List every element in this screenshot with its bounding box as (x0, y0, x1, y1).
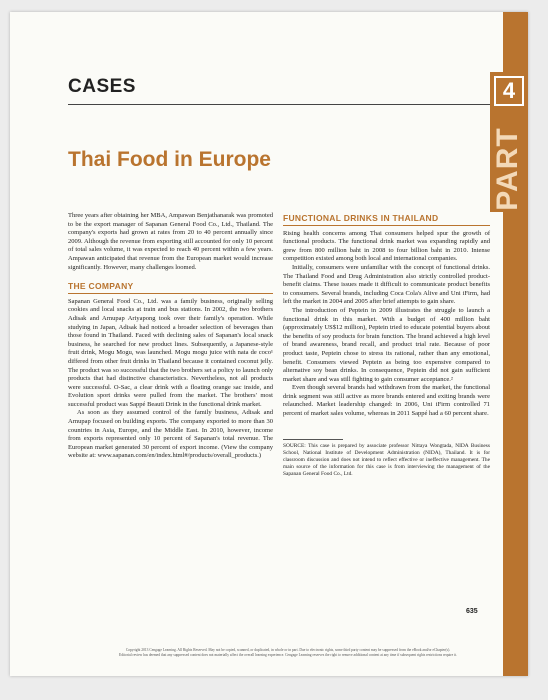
section-rule (68, 104, 490, 105)
case-title: Thai Food in Europe (68, 148, 271, 171)
source-note: SOURCE: This case is prepared by associate professor Nittaya Wongtada, NIDA Business School, National Institute of Development Administration (NIDA), Thailand. It is for classroom discussion and does not intend to reflect effective or ineffective management. The main source of the information for this case is from interviewing the management of the Sapanan General Food Co., Ltd. (283, 443, 490, 478)
source-rule (283, 439, 343, 440)
right-column (283, 212, 490, 478)
company-paragraph-1: Sapanan General Food Co., Ltd. was a family business, originally selling cookies and local snacks at train and bus stations. In 2002, the two brothers Adisak and Arnupap Ariyapong took over their family's operation. While studying in Japan, Adisak had noticed a broader selection of beverages than those found in Thailand. Faced with declining sales of Sapanan's local snack business, he searched for new product lines. Subsequently, a Japanese-style fruit drink, Mogu Mogu, was launched. Mogu mogu juice with nata de coco¹ differed from other fruit drinks in Thailand because it contained coconut jelly. The product was so successful that the two brothers set a policy to launch only products that had distinctive characteristics. Nevertheless, not all products were successful. O-Sac, a clear drink with a floating orange sac inside, and Evolution sport drinks were pulled from the market. The brothers' most successful product was Sappé Beauti Drink in the functional drink market. (68, 297, 273, 408)
functional-paragraph-2: Initially, consumers were unfamiliar with the concept of functional drinks. The Thailand Food and Drug Administration also strictly controlled product-benefit claims. These issues made it difficult to communicate product benefits to consumers. Several brands, including Coca Cola's Alive and Uni iFirm, had left the market in 2004 and 2005 after brief attempts to gain share. (283, 263, 490, 306)
intro-paragraph: Three years after obtaining her MBA, Ampawan Benjathanarak was promoted to be the export manager of Sapanan General Food Co., Ltd., Thailand. The company's exports had grown at rates from 20 to 40 percent annually since 2009. Although the revenue from exporting still accounted for only 10 percent of total sales volume, it was expected to reach 40 percent within a few years. Ampawan anticipated that revenue from the European market would increase significantly. However, many challenges loomed. (68, 212, 273, 271)
functional-paragraph-1: Rising health concerns among Thai consumers helped spur the growth of functional products. The functional drink market was expanding rapidly and grew from 800 million baht in 2008 to four billion baht in 2010. Intense competition existed among both local and international companies. (283, 229, 490, 263)
copyright-footer (68, 648, 508, 658)
part-number: 4 (494, 76, 524, 106)
part-tab (490, 72, 528, 212)
book-page (10, 12, 528, 676)
functional-paragraph-3: The introduction of Peptein in 2009 illustrates the struggle to launch a functional drink in this market. With a budget of 400 million baht (approximately US$12 million), Peptein tried to educate potential buyers about the benefits of soy products for brain function. The brand achieved a high level of brand awareness, brand recall, and product trial rate. Because of poor product taste, Peptein chose to stress its rational, rather than any emotional, benefit. Consumers viewed Peptein as being too expensive compared to alternative soy bean drinks. In consequence, Peptein did not gain sufficient market share and was still fighting to gain consumer acceptance.² (283, 306, 490, 383)
footer-line-1: Copyright 2013 Cengage Learning. All Rights Reserved. May not be copied, scanned, or duplicated, in whole or in part. Due to electronic rights, some third party content may be suppressed from the eBook and/or eChapter(s). (125, 648, 451, 652)
footer-line-2: Editorial review has deemed that any suppressed content does not materially affect the overall learning experience. Cengage Learning reserves the right to remove additional content at any time if subsequent rights restrictions require it. (119, 653, 457, 657)
section-label: CASES (68, 76, 136, 97)
part-word: PART (491, 127, 524, 211)
functional-paragraph-4: Even though several brands had withdrawn from the market, the functional drink segment was still active as more brands entered and exiting brands were relaunched. Market leadership changed: in 2006, Uni iFirm controlled 71 percent of market sales volume, whereas in 2011 Sappé had a 60 percent share. (283, 384, 490, 418)
company-paragraph-2: As soon as they assumed control of the family business, Adisak and Arnupap focused on building exports. The company exported to more than 30 countries in Asia, Europe, and the Middle East. In 2010, however, income from exports represented only 10 percent of Sapanan's total revenue. The European market generated 30 percent of export income. (View the company website at: www.sapanan.com/en/index.html#/products/overall_products.) (68, 409, 273, 460)
company-heading: THE COMPANY (68, 282, 273, 294)
functional-drinks-heading: FUNCTIONAL DRINKS IN THAILAND (283, 214, 490, 226)
page-number: 635 (466, 608, 478, 615)
left-column (68, 212, 273, 461)
